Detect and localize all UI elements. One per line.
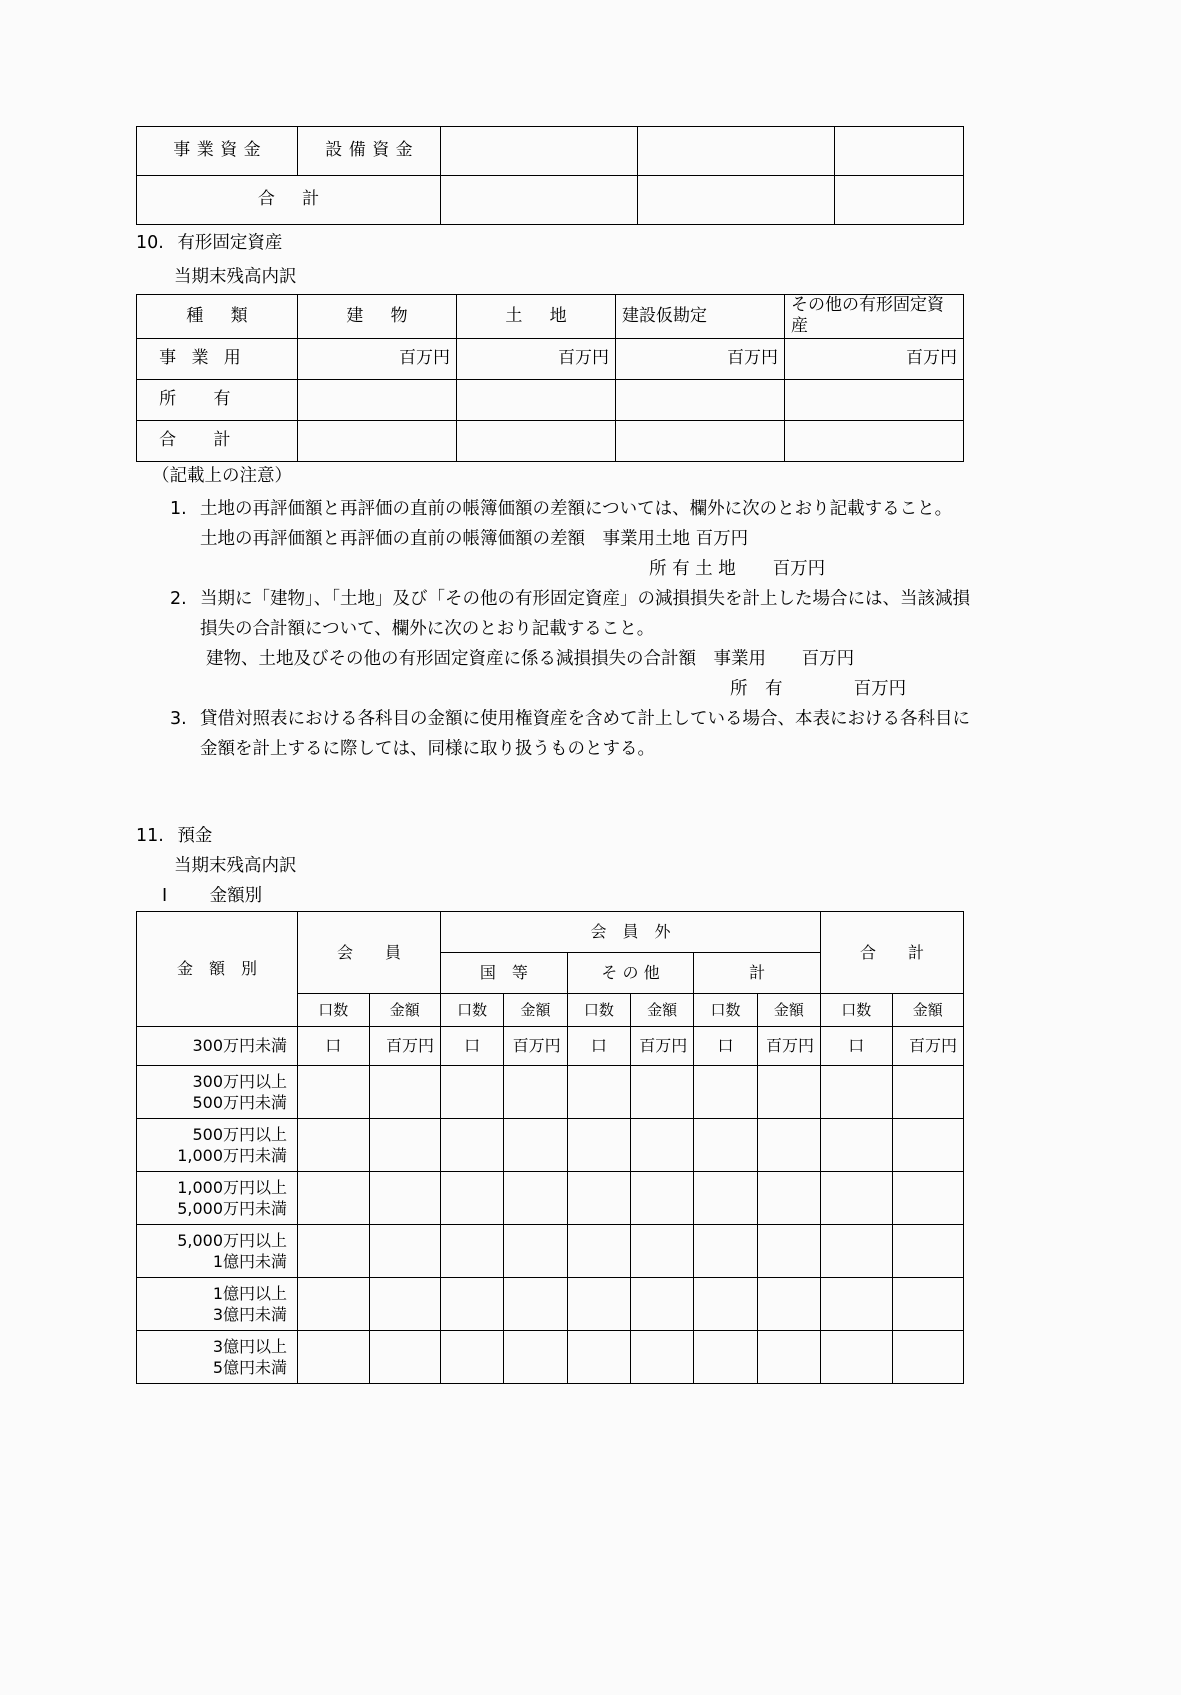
- cell-amount: [504, 1331, 567, 1384]
- cell-count: [694, 1331, 757, 1384]
- cell-count: [821, 1066, 893, 1119]
- cell-count: [298, 1172, 370, 1225]
- note-number: 2.: [170, 589, 187, 609]
- cell-amount: [504, 1278, 567, 1331]
- header-count: 口数: [567, 994, 630, 1027]
- cell-count: [821, 1225, 893, 1278]
- cell-amount: 百万円: [504, 1027, 567, 1066]
- header-others: そ の 他: [567, 953, 694, 994]
- cell-count: [298, 1225, 370, 1278]
- rowlabel-50m-100m: 5,000万円以上 1億円未満: [137, 1225, 298, 1278]
- note-subline-amount: 百万円: [853, 679, 907, 699]
- cell-value: [638, 127, 835, 176]
- rowlabel-owned: 所有: [137, 379, 298, 420]
- cell-amount: 百万円: [892, 1027, 964, 1066]
- header-construction-in-progress: 建設仮勘定: [616, 295, 785, 339]
- header-count: 口数: [694, 994, 757, 1027]
- cell-amount: [892, 1225, 964, 1278]
- cell-value: [785, 379, 964, 420]
- cell-count: 口: [821, 1027, 893, 1066]
- table-row: [137, 379, 964, 420]
- note-subline-amount: 百万円: [801, 649, 855, 669]
- notes-block: [144, 461, 974, 764]
- cell-amount: 百万円: [369, 1027, 441, 1066]
- cell-count: 口: [567, 1027, 630, 1066]
- cell-count: [298, 1119, 370, 1172]
- note-subline: [200, 554, 974, 584]
- cell-amount: [369, 1119, 441, 1172]
- section-10-title: 有形固定資産: [177, 233, 283, 253]
- cell-value: [457, 379, 616, 420]
- notes-title: （記載上の注意）: [152, 466, 292, 486]
- rowlabel-3m-5m: 300万円以上 500万円未満: [137, 1066, 298, 1119]
- note-text: 当期に「建物」、「土地」及び「その他の有形固定資産」の減損損失を計上した場合には、当該減損損失の合計額について、欄外に次のとおり記載すること。: [200, 589, 970, 639]
- header-amount-category: 金 額 別: [137, 912, 298, 1027]
- header-nonmember: 会 員 外: [441, 912, 821, 953]
- cell-amount: [504, 1225, 567, 1278]
- note-item: [170, 704, 974, 764]
- cell-count: [694, 1119, 757, 1172]
- cell-value: [835, 127, 964, 176]
- cell-value: [616, 420, 785, 461]
- cell-amount: [757, 1331, 820, 1384]
- note-subline: [200, 674, 974, 704]
- header-government: 国 等: [441, 953, 568, 994]
- table-row: [137, 1119, 964, 1172]
- header-amount: 金額: [892, 994, 964, 1027]
- cell-amount: [369, 1066, 441, 1119]
- header-type: 種類: [137, 295, 298, 339]
- cell-count: [298, 1066, 370, 1119]
- cell-count: [567, 1278, 630, 1331]
- note-subline-amount: 百万円: [695, 529, 749, 549]
- cell-amount: [504, 1172, 567, 1225]
- section-11-subtitle: 当期末残高内訳: [174, 856, 297, 876]
- note-subline-label: 所 有 土 地: [649, 559, 736, 579]
- cell-count: 口: [694, 1027, 757, 1066]
- table-row: [137, 1225, 964, 1278]
- cell-count: 口: [298, 1027, 370, 1066]
- cell-unit-building: 百万円: [298, 338, 457, 379]
- cell-amount: [892, 1331, 964, 1384]
- cell-amount: [630, 1066, 693, 1119]
- note-subline: [200, 524, 974, 554]
- cell-amount: [892, 1119, 964, 1172]
- cell-amount: [369, 1278, 441, 1331]
- cell-total-label: 合計: [137, 176, 441, 225]
- note-item: [170, 584, 974, 644]
- rowlabel-10m-50m: 1,000万円以上 5,000万円未満: [137, 1172, 298, 1225]
- cell-amount: 百万円: [630, 1027, 693, 1066]
- tangible-fixed-assets-table: [136, 294, 964, 462]
- section-11-number: 11.: [136, 826, 164, 846]
- cell-count: [821, 1172, 893, 1225]
- cell-amount: [892, 1278, 964, 1331]
- header-amount: 金額: [369, 994, 441, 1027]
- cell-value: [441, 127, 638, 176]
- table-row: [137, 1172, 964, 1225]
- cell-value: [298, 379, 457, 420]
- cell-unit-other: 百万円: [785, 338, 964, 379]
- cell-unit-land: 百万円: [457, 338, 616, 379]
- header-count: 口数: [821, 994, 893, 1027]
- cell-value: [638, 176, 835, 225]
- cell-business-funds: 事業資金: [137, 127, 298, 176]
- cell-amount: [757, 1066, 820, 1119]
- note-item: [170, 494, 974, 524]
- header-amount: 金額: [757, 994, 820, 1027]
- rowlabel-business-use: 事業用: [137, 338, 298, 379]
- cell-count: [821, 1278, 893, 1331]
- rowlabel-total: 合計: [137, 420, 298, 461]
- header-count: 口数: [298, 994, 370, 1027]
- cell-equipment-funds: 設備資金: [298, 127, 441, 176]
- cell-amount: [757, 1225, 820, 1278]
- cell-count: [441, 1278, 504, 1331]
- table-header-row: [137, 295, 964, 339]
- group-label: 金額別: [209, 886, 263, 906]
- cell-value: [835, 176, 964, 225]
- rowlabel-5m-10m: 500万円以上 1,000万円未満: [137, 1119, 298, 1172]
- header-grand-total: 合 計: [821, 912, 964, 994]
- table-row: [137, 1278, 964, 1331]
- cell-value: [457, 420, 616, 461]
- table-row: [137, 338, 964, 379]
- business-funds-table: [136, 126, 964, 225]
- header-amount: 金額: [630, 994, 693, 1027]
- cell-count: [694, 1066, 757, 1119]
- note-subline-label: 建物、土地及びその他の有形固定資産に係る減損損失の合計額 事業用: [206, 649, 766, 669]
- header-nonmember-total: 計: [694, 953, 821, 994]
- table-row: [137, 176, 964, 225]
- table-header-row: [137, 912, 964, 953]
- rowlabel-300m-500m: 3億円以上 5億円未満: [137, 1331, 298, 1384]
- cell-unit-cip: 百万円: [616, 338, 785, 379]
- cell-count: [694, 1278, 757, 1331]
- cell-amount: [369, 1225, 441, 1278]
- header-land: 土地: [457, 295, 616, 339]
- cell-amount: [757, 1172, 820, 1225]
- section-11-heading: [136, 822, 212, 847]
- note-subline-label: 所 有: [730, 679, 783, 699]
- section-11-title: 預金: [177, 826, 213, 846]
- cell-count: [821, 1119, 893, 1172]
- cell-count: [298, 1278, 370, 1331]
- cell-count: [441, 1331, 504, 1384]
- section-10-heading: [136, 229, 282, 254]
- cell-count: [821, 1331, 893, 1384]
- cell-value: [441, 176, 638, 225]
- cell-value: [616, 379, 785, 420]
- table-row: [137, 127, 964, 176]
- cell-count: [567, 1066, 630, 1119]
- cell-amount: [504, 1119, 567, 1172]
- note-subline-amount: 百万円: [772, 559, 826, 579]
- note-number: 1.: [170, 499, 187, 519]
- table-row: [137, 1027, 964, 1066]
- cell-value: [785, 420, 964, 461]
- header-building: 建物: [298, 295, 457, 339]
- note-subline-label: 土地の再評価額と再評価の直前の帳簿価額の差額 事業用土地: [200, 529, 690, 549]
- roman-numeral: Ⅰ: [162, 886, 168, 906]
- table-row: [137, 420, 964, 461]
- rowlabel-under-3m: 300万円未満: [137, 1027, 298, 1066]
- note-subline: [206, 644, 974, 674]
- cell-count: [694, 1172, 757, 1225]
- note-text: 貸借対照表における各科目の金額に使用権資産を含めて計上している場合、本表における各科目に金額を計上するに際しては、同様に取り扱うものとする。: [200, 709, 970, 759]
- header-count: 口数: [441, 994, 504, 1027]
- table-row: [137, 1066, 964, 1119]
- cell-amount: [630, 1331, 693, 1384]
- deposit-amount-table: [136, 911, 964, 1384]
- cell-count: [298, 1331, 370, 1384]
- cell-count: [567, 1331, 630, 1384]
- cell-amount: 百万円: [757, 1027, 820, 1066]
- cell-amount: [630, 1225, 693, 1278]
- note-number: 3.: [170, 709, 187, 729]
- cell-amount: [757, 1278, 820, 1331]
- cell-amount: [369, 1331, 441, 1384]
- header-member: 会 員: [298, 912, 441, 994]
- cell-value: [298, 420, 457, 461]
- cell-count: [567, 1119, 630, 1172]
- cell-amount: [630, 1119, 693, 1172]
- header-amount: 金額: [504, 994, 567, 1027]
- cell-count: [567, 1225, 630, 1278]
- cell-amount: [630, 1278, 693, 1331]
- rowlabel-100m-300m: 1億円以上 3億円未満: [137, 1278, 298, 1331]
- cell-amount: [892, 1066, 964, 1119]
- cell-count: [441, 1119, 504, 1172]
- cell-count: [567, 1172, 630, 1225]
- table-row: [137, 1331, 964, 1384]
- section-10-number: 10.: [136, 233, 164, 253]
- header-other-tangible: その他の有形固定資産: [785, 295, 964, 339]
- cell-amount: [892, 1172, 964, 1225]
- cell-count: [694, 1225, 757, 1278]
- cell-amount: [369, 1172, 441, 1225]
- cell-count: [441, 1225, 504, 1278]
- cell-count: [441, 1066, 504, 1119]
- cell-amount: [504, 1066, 567, 1119]
- cell-amount: [630, 1172, 693, 1225]
- cell-count: 口: [441, 1027, 504, 1066]
- section-11-group-heading: [162, 882, 262, 907]
- note-text: 土地の再評価額と再評価の直前の帳簿価額の差額については、欄外に次のとおり記載すること。: [200, 499, 953, 519]
- cell-amount: [757, 1119, 820, 1172]
- section-10-subtitle: 当期末残高内訳: [174, 267, 297, 287]
- cell-count: [441, 1172, 504, 1225]
